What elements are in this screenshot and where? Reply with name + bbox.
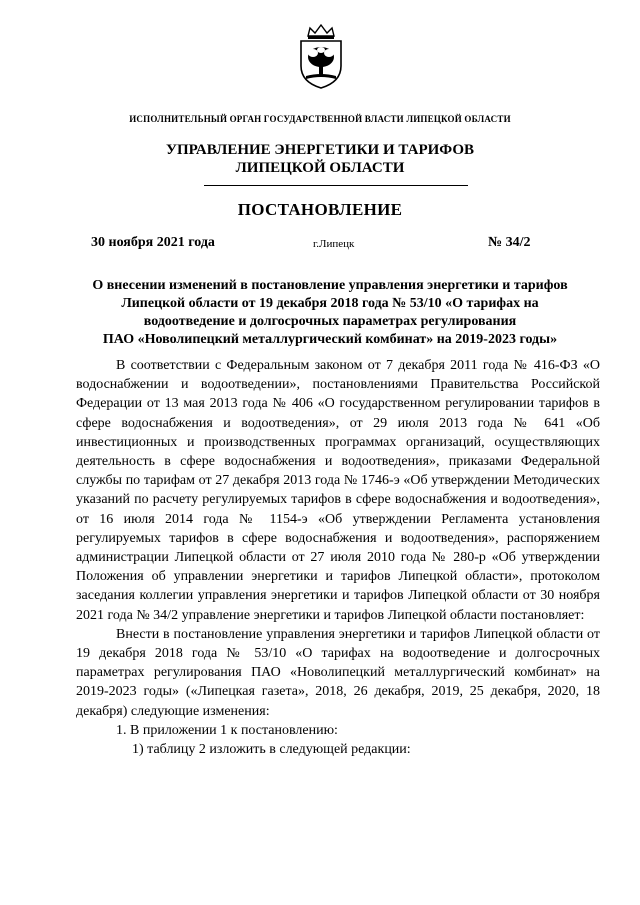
title-line: Липецкой области от 19 декабря 2018 года № 53/10 «О тарифах на [121, 296, 539, 311]
header-divider [204, 185, 468, 186]
title-line: водоотведение и долгосрочных параметрах регулирования [143, 314, 517, 329]
title-line: О внесении изменений в постановление управления энергетики и тарифов [92, 278, 568, 293]
document-number: № 34/2 [488, 235, 531, 250]
preamble-paragraph: В соответствии с Федеральным законом от 7 декабря 2011 года № 416-ФЗ «О водоснабжении и водоотведении», постановлениями Правительства Российской Федерации от 13 мая 2013 года № 406 «О государственном регулировании тарифов в сфере водоснабжения и водоотведения», от 29 июля 2013 года № 641 «Об инвестиционных и производственных программах организаций, осуществляющих деятельность в сфере водоснабжения и водоотведения», приказами Федеральной службы по тарифам от 27 декабря 2013 года № 1746-э «Об утверждении Методических указаний по расчету регулируемых тарифов в сфере водоснабжения и водоотведения», от 16 июля 2014 года № 1154-э «Об утверждении Регламента установления регулируемых тарифов в сфере водоснабжения и водоотведения», распоряжением администрации Липецкой области от 27 июля 2010 года № 280-р «Об утверждении Положения об управлении энергетики и тарифов Липецкой области», протоколом заседания коллегии управления энергетики и тарифов Липецкой области от 30 ноября 2021 года № 34/2 управление энергетики и тарифов Липецкой области постановляет: [76, 358, 600, 623]
department-name-line: УПРАВЛЕНИЕ ЭНЕРГЕТИКИ И ТАРИФОВ [165, 142, 475, 158]
list-item: 1. В приложении 1 к постановлению: [116, 722, 338, 738]
issuing-authority: ИСПОЛНИТЕЛЬНЫЙ ОРГАН ГОСУДАРСТВЕННОЙ ВЛАСТИ ЛИПЕЦКОЙ ОБЛАСТИ [129, 114, 511, 124]
document-city: г.Липецк [313, 238, 355, 250]
title-line: ПАО «Новолипецкий металлургический комбинат» на 2019-2023 годы» [102, 332, 558, 347]
document-type: ПОСТАНОВЛЕНИЕ [237, 200, 403, 219]
resolution-paragraph: Внести в постановление управления энергетики и тарифов Липецкой области от 19 декабря 2018 года № 53/10 «О тарифах на водоотведение и долгосрочных параметрах регулирования ПАО «Новолипецкий металлургический комбинат» на 2019-2023 годы» («Липецкая газета», 2018, 26 декабря, 2019, 25 декабря, 2020, 18 декабря) следующие изменения: [76, 626, 600, 719]
document-date: 30 ноября 2021 года [91, 235, 215, 250]
department-name [0, 141, 640, 177]
list-item: 1) таблицу 2 изложить в следующей редакции: [132, 742, 411, 758]
coat-of-arms-icon [296, 22, 346, 90]
department-name-line: ЛИПЕЦКОЙ ОБЛАСТИ [235, 160, 405, 176]
document-body [76, 356, 600, 759]
document-title [60, 277, 600, 349]
